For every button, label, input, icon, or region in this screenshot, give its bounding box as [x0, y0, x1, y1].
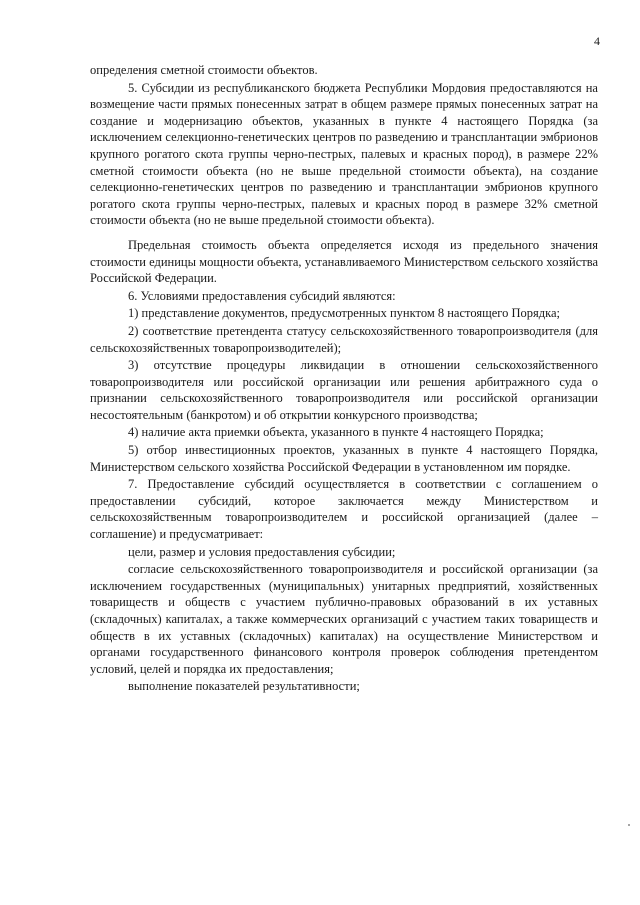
list-item-condition-3: 3) отсутствие процедуры ликвидации в отношении сельскохозяйственного товаропроизводителя или российской организации или решения арбитражного суда о признании сельскохозяйственного товаропроизводителя или российской организации несостоятельным (банкротом) и об открытии конкурсного производства;: [90, 358, 598, 422]
list-item-condition-1: 1) представление документов, предусмотренных пунктом 8 настоящего Порядка;: [128, 306, 560, 321]
paragraph-agreement-performance: выполнение показателей результативности;: [128, 679, 360, 694]
list-item-condition-5: 5) отбор инвестиционных проектов, указанных в пункте 4 настоящего Порядка, Министерством сельского хозяйства Российской Федерации в установленном им порядке.: [90, 443, 598, 474]
paragraph-agreement-goals: цели, размер и условия предоставления субсидии;: [128, 544, 396, 559]
document-body: [90, 62, 598, 695]
page-number: 4: [594, 34, 600, 48]
paragraph-item-6-heading: 6. Условиями предоставления субсидий являются:: [128, 288, 396, 303]
list-item-condition-4: 4) наличие акта приемки объекта, указанного в пункте 4 настоящего Порядка;: [128, 425, 544, 440]
paragraph-item-7: 7. Предоставление субсидий осуществляется в соответствии с соглашением о предоставлении субсидий, которое заключается между Министерством и сельскохозяйственным товаропроизводителем и российской организацией (далее – соглашение) и предусматривает:: [90, 477, 598, 542]
paragraph-item-5: 5. Субсидии из республиканского бюджета Республики Мордовия предоставляются на возмещение части прямых понесенных затрат в общем размере прямых понесенных затрат на создание и модернизацию объектов, указанных в пункте 4 настоящего Порядка (за исключением селекционно-генетических центров по разведению и трансплантации эмбрионов крупного рогатого скота группы черно-пестрых, палевых и красных пород), в размере 22% сметной стоимости объекта (но не выше предельной стоимости объекта), на создание селекционно-генетических центров по разведению и трансплантации эмбрионов крупного рогатого скота группы черно-пестрых, палевых и красных пород в размере 32% сметной стоимости объекта (но не выше предельной стоимости объекта).: [90, 80, 598, 228]
scan-speck: [628, 824, 630, 826]
list-item-condition-2: 2) соответствие претендента статусу сельскохозяйственного товаропроизводителя (для сельскохозяйственных товаропроизводителей);: [90, 323, 598, 355]
paragraph-max-cost: Предельная стоимость объекта определяется исходя из предельного значения стоимости единицы мощности объекта, устанавливаемого Министерством сельского хозяйства Российской Федерации.: [90, 237, 598, 286]
paragraph-continuation: определения сметной стоимости объектов.: [90, 63, 318, 77]
paragraph-agreement-consent: согласие сельскохозяйственного товаропроизводителя и российской организации (за исключением государственных (муниципальных) унитарных предприятий, хозяйственных товариществ и обществ с участием публично-правовых образований в их уставных (складочных) капиталах, а также коммерческих организаций с участием таких товариществ и обществ в их уставных (складочных) капиталах) на осуществление Министерством и органами государственного финансового контроля проверок соблюдения претендентом условий, целей и порядка их предоставления;: [90, 562, 598, 676]
